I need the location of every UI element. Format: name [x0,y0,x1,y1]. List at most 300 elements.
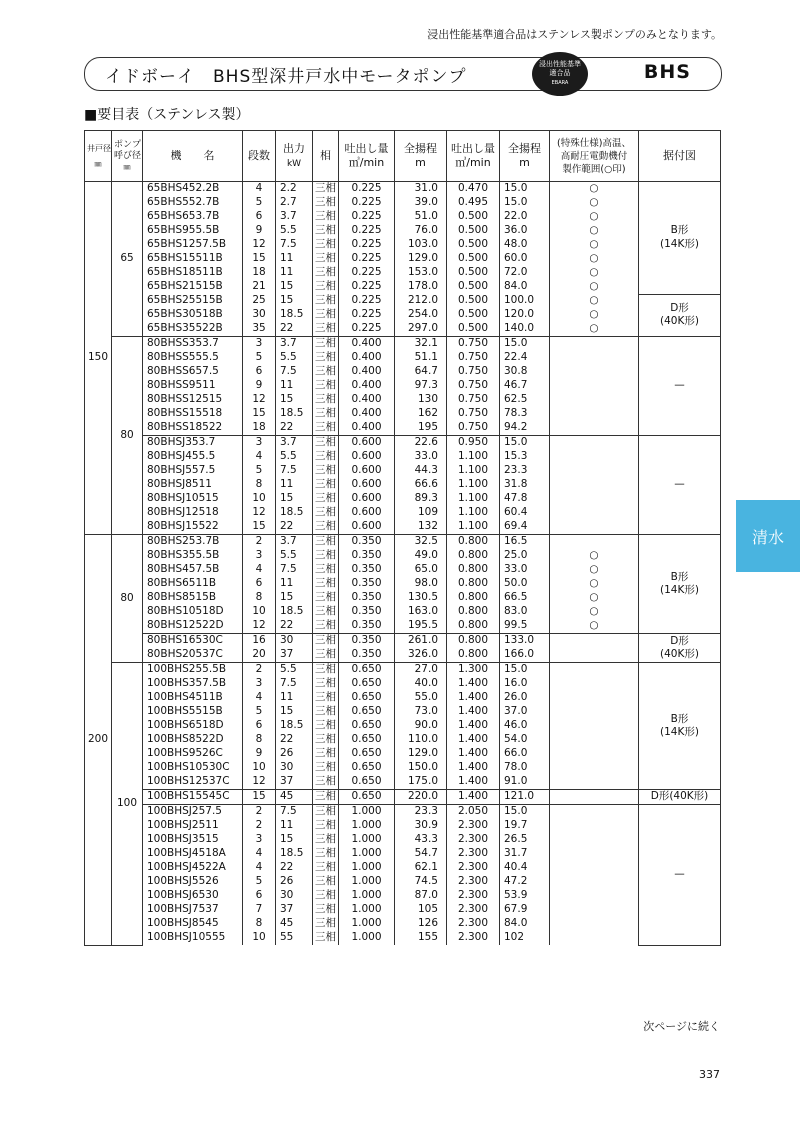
head2-cell: 26.0 [500,691,550,705]
special-cell [550,719,639,733]
power-cell: 15 [276,280,313,294]
stages-cell: 18 [243,266,276,280]
mount-label: D形 [670,634,689,647]
power-cell: 37 [276,775,313,790]
flow2-cell: 0.750 [447,407,500,421]
flow1-cell: 0.350 [339,605,395,619]
model-cell: 100BHSJ4518A [143,847,243,861]
head1-cell: 130.5 [395,591,447,605]
flow2-cell: 0.500 [447,308,500,322]
special-cell [550,733,639,747]
stages-cell: 9 [243,224,276,238]
power-cell: 5.5 [276,450,313,464]
stages-cell: 5 [243,196,276,210]
power-cell: 22 [276,322,313,337]
head1-cell: 153.0 [395,266,447,280]
head2-cell: 91.0 [500,775,550,790]
power-cell: 15 [276,591,313,605]
stages-cell: 18 [243,421,276,436]
stages-cell: 10 [243,761,276,775]
table-row [85,733,721,747]
header-head1: 全揚程 m [395,131,447,182]
model-cell: 100BHS5515B [143,705,243,719]
power-cell: 45 [276,917,313,931]
phase-cell: 三相 [313,280,339,294]
power-cell: 11 [276,478,313,492]
stages-cell: 7 [243,903,276,917]
header-special: (特殊仕様)高温、 高耐圧電動機付 製作範囲(○印) [550,131,639,182]
stages-cell: 2 [243,819,276,833]
stages-cell: 6 [243,210,276,224]
power-cell: 11 [276,379,313,393]
table-row [85,520,721,535]
flow1-cell: 0.225 [339,182,395,197]
flow1-cell: 0.225 [339,280,395,294]
flow1-cell: 0.225 [339,252,395,266]
flow1-cell: 0.225 [339,224,395,238]
head1-cell: 97.3 [395,379,447,393]
model-cell: 100BHSJ6530 [143,889,243,903]
flow1-cell: 0.225 [339,196,395,210]
power-cell: 3.7 [276,436,313,451]
table-row [85,549,721,563]
table-row [85,761,721,775]
special-cell: ○ [550,591,639,605]
stages-cell: 4 [243,563,276,577]
phase-cell: 三相 [313,520,339,535]
stages-cell: 2 [243,535,276,550]
flow1-cell: 0.350 [339,648,395,663]
special-cell [550,648,639,663]
power-cell: 15 [276,393,313,407]
power-cell: 22 [276,861,313,875]
special-cell [550,492,639,506]
special-cell [550,875,639,889]
power-cell: 3.7 [276,210,313,224]
flow2-cell: 0.750 [447,365,500,379]
head1-cell: 55.0 [395,691,447,705]
flow2-cell: 1.400 [447,677,500,691]
flow2-cell: 1.400 [447,761,500,775]
special-cell [550,833,639,847]
pump-size-cell: 100 [112,663,143,946]
phase-cell: 三相 [313,875,339,889]
phase-cell: 三相 [313,252,339,266]
phase-cell: 三相 [313,663,339,678]
phase-cell: 三相 [313,931,339,945]
power-cell: 3.7 [276,337,313,352]
flow1-cell: 0.400 [339,393,395,407]
phase-cell: 三相 [313,761,339,775]
table-row [85,790,721,805]
flow2-cell: 1.100 [447,478,500,492]
mount-label: (40K形) [660,648,699,660]
stages-cell: 10 [243,492,276,506]
head1-cell: 22.6 [395,436,447,451]
head2-cell: 47.8 [500,492,550,506]
model-cell: 80BHSS12515 [143,393,243,407]
phase-cell: 三相 [313,337,339,352]
model-cell: 80BHS12522D [143,619,243,634]
flow1-cell: 1.000 [339,847,395,861]
stages-cell: 3 [243,549,276,563]
head2-cell: 15.0 [500,436,550,451]
power-cell: 30 [276,889,313,903]
table-row [85,931,721,945]
model-cell: 80BHS253.7B [143,535,243,550]
table-row [85,861,721,875]
head1-cell: 49.0 [395,549,447,563]
header-mount: 据付図 [639,131,721,182]
head2-cell: 46.7 [500,379,550,393]
table-row [85,210,721,224]
head2-cell: 31.8 [500,478,550,492]
flow2-cell: 2.300 [447,819,500,833]
head1-cell: 32.5 [395,535,447,550]
phase-cell: 三相 [313,196,339,210]
phase-cell: 三相 [313,805,339,820]
flow2-cell: 1.100 [447,464,500,478]
stages-cell: 25 [243,294,276,308]
flow1-cell: 0.350 [339,619,395,634]
power-cell: 22 [276,619,313,634]
flow1-cell: 0.350 [339,634,395,649]
header-head2: 全揚程 m [500,131,550,182]
stages-cell: 16 [243,634,276,649]
special-cell [550,931,639,945]
phase-cell: 三相 [313,605,339,619]
flow2-cell: 1.100 [447,506,500,520]
flow2-cell: 1.100 [447,492,500,506]
flow2-cell: 1.400 [447,705,500,719]
flow2-cell: 0.800 [447,619,500,634]
flow2-cell: 1.100 [447,520,500,535]
head2-cell: 72.0 [500,266,550,280]
table-row [85,196,721,210]
phase-cell: 三相 [313,549,339,563]
flow1-cell: 0.600 [339,492,395,506]
table-row [85,747,721,761]
top-note: 浸出性能基準適合品はステンレス製ポンプのみとなります。 [427,28,722,41]
phase-cell: 三相 [313,705,339,719]
flow2-cell: 0.500 [447,252,500,266]
model-cell: 80BHSJ12518 [143,506,243,520]
head2-cell: 83.0 [500,605,550,619]
flow2-cell: 1.400 [447,691,500,705]
head1-cell: 73.0 [395,705,447,719]
flow1-cell: 0.400 [339,351,395,365]
flow1-cell: 0.400 [339,379,395,393]
head2-cell: 94.2 [500,421,550,436]
phase-cell: 三相 [313,182,339,197]
flow1-cell: 0.650 [339,677,395,691]
flow2-cell: 2.300 [447,861,500,875]
head2-cell: 121.0 [500,790,550,805]
table-row [85,252,721,266]
flow2-cell: 0.800 [447,591,500,605]
stages-cell: 21 [243,280,276,294]
head1-cell: 89.3 [395,492,447,506]
head1-cell: 98.0 [395,577,447,591]
power-cell: 55 [276,931,313,945]
head1-cell: 33.0 [395,450,447,464]
phase-cell: 三相 [313,591,339,605]
special-cell [550,691,639,705]
model-cell: 100BHSJ8545 [143,917,243,931]
special-cell [550,407,639,421]
flow2-cell: 1.400 [447,747,500,761]
phase-cell: 三相 [313,464,339,478]
phase-cell: 三相 [313,393,339,407]
header-flow2: 吐出し量 ㎥/min [447,131,500,182]
stages-cell: 10 [243,605,276,619]
head2-cell: 47.2 [500,875,550,889]
header-flow1: 吐出し量 ㎥/min [339,131,395,182]
flow1-cell: 0.225 [339,210,395,224]
flow2-cell: 0.750 [447,337,500,352]
stages-cell: 4 [243,691,276,705]
badge-line2: 適合品 [549,69,571,77]
head1-cell: 76.0 [395,224,447,238]
phase-cell: 三相 [313,619,339,634]
table-row [85,182,721,197]
power-cell: 11 [276,266,313,280]
table-row [85,224,721,238]
phase-cell: 三相 [313,719,339,733]
power-cell: 18.5 [276,407,313,421]
stages-cell: 5 [243,705,276,719]
stages-cell: 15 [243,790,276,805]
header-power: 出力 kW [276,131,313,182]
flow1-cell: 0.225 [339,266,395,280]
power-cell: 7.5 [276,677,313,691]
model-cell: 65BHS552.7B [143,196,243,210]
mount-cell [639,535,721,634]
head2-cell: 54.0 [500,733,550,747]
model-cell: 100BHSJ257.5 [143,805,243,820]
badge-line1: 浸出性能基準 [539,60,581,68]
head1-cell: 30.9 [395,819,447,833]
flow2-cell: 0.800 [447,605,500,619]
phase-cell: 三相 [313,365,339,379]
flow2-cell: 0.500 [447,210,500,224]
special-cell: ○ [550,322,639,337]
stages-cell: 35 [243,322,276,337]
flow1-cell: 0.350 [339,577,395,591]
stages-cell: 5 [243,351,276,365]
model-cell: 65BHS21515B [143,280,243,294]
table-row [85,322,721,337]
model-cell: 80BHS6511B [143,577,243,591]
table-row [85,833,721,847]
head2-cell: 99.5 [500,619,550,634]
power-cell: 7.5 [276,464,313,478]
mount-cell [639,436,721,535]
model-cell: 80BHS355.5B [143,549,243,563]
table-row [85,450,721,464]
table-row [85,478,721,492]
head2-cell: 15.3 [500,450,550,464]
page-title: イドボーイ BHS型深井戸水中モータポンプ [105,67,467,87]
flow2-cell: 0.800 [447,563,500,577]
model-cell: 80BHSS9511 [143,379,243,393]
special-cell: ○ [550,577,639,591]
table-row [85,663,721,678]
special-cell [550,705,639,719]
flow1-cell: 0.400 [339,407,395,421]
special-cell: ○ [550,266,639,280]
stages-cell: 8 [243,478,276,492]
head2-cell: 15.0 [500,337,550,352]
model-cell: 80BHSJ15522 [143,520,243,535]
table-row [85,691,721,705]
table-row [85,563,721,577]
special-cell [550,747,639,761]
model-cell: 80BHSJ10515 [143,492,243,506]
flow1-cell: 0.225 [339,238,395,252]
table-header [85,131,721,182]
head2-cell: 15.0 [500,182,550,197]
model-cell: 65BHS1257.5B [143,238,243,252]
power-cell: 15 [276,492,313,506]
flow2-cell: 0.750 [447,421,500,436]
model-cell: 80BHS20537C [143,648,243,663]
head1-cell: 32.1 [395,337,447,352]
head2-cell: 16.0 [500,677,550,691]
side-tab-clean-water[interactable]: 清水 [736,500,800,572]
special-cell [550,393,639,407]
model-cell: 80BHSJ557.5 [143,464,243,478]
special-cell [550,889,639,903]
mount-label: (14K形) [660,237,699,250]
table-row [85,805,721,820]
stages-cell: 3 [243,833,276,847]
special-cell [550,520,639,535]
power-cell: 22 [276,733,313,747]
model-cell: 100BHS10530C [143,761,243,775]
head1-cell: 62.1 [395,861,447,875]
power-cell: 5.5 [276,663,313,678]
mount-label: (14K形) [660,726,699,738]
flow2-cell: 0.800 [447,648,500,663]
flow1-cell: 0.400 [339,365,395,379]
flow2-cell: 0.500 [447,224,500,238]
stages-cell: 2 [243,805,276,820]
head1-cell: 54.7 [395,847,447,861]
head2-cell: 19.7 [500,819,550,833]
stages-cell: 6 [243,719,276,733]
head1-cell: 74.5 [395,875,447,889]
head2-cell: 15.0 [500,805,550,820]
power-cell: 18.5 [276,506,313,520]
table-row [85,492,721,506]
head2-cell: 67.9 [500,903,550,917]
power-cell: 37 [276,903,313,917]
stages-cell: 3 [243,677,276,691]
flow2-cell: 2.300 [447,917,500,931]
phase-cell: 三相 [313,379,339,393]
flow2-cell: 1.400 [447,719,500,733]
head1-cell: 40.0 [395,677,447,691]
head2-cell: 22.0 [500,210,550,224]
certification-badge [532,52,588,96]
power-cell: 11 [276,252,313,266]
mount-cell [639,294,721,337]
mount-label: B形 [670,712,689,725]
special-cell: ○ [550,280,639,294]
model-cell: 100BHS6518D [143,719,243,733]
table-row [85,719,721,733]
stages-cell: 4 [243,861,276,875]
special-cell: ○ [550,238,639,252]
head2-cell: 16.5 [500,535,550,550]
stages-cell: 3 [243,436,276,451]
head1-cell: 129.0 [395,747,447,761]
head1-cell: 195.5 [395,619,447,634]
head2-cell: 25.0 [500,549,550,563]
power-cell: 7.5 [276,365,313,379]
stages-cell: 3 [243,337,276,352]
power-cell: 30 [276,634,313,649]
flow2-cell: 1.400 [447,790,500,805]
special-cell [550,819,639,833]
flow2-cell: 0.800 [447,634,500,649]
phase-cell: 三相 [313,677,339,691]
power-cell: 11 [276,577,313,591]
stages-cell: 12 [243,238,276,252]
flow1-cell: 0.650 [339,719,395,733]
stages-cell: 6 [243,577,276,591]
flow1-cell: 0.600 [339,464,395,478]
head1-cell: 105 [395,903,447,917]
flow1-cell: 1.000 [339,903,395,917]
table-row [85,903,721,917]
phase-cell: 三相 [313,917,339,931]
flow2-cell: 0.750 [447,379,500,393]
head1-cell: 90.0 [395,719,447,733]
flow2-cell: 2.300 [447,847,500,861]
special-cell: ○ [550,294,639,308]
phase-cell: 三相 [313,790,339,805]
head1-cell: 109 [395,506,447,520]
model-cell: 65BHS452.2B [143,182,243,197]
head2-cell: 33.0 [500,563,550,577]
special-cell [550,535,639,550]
mount-cell [639,634,721,663]
flow2-cell: 1.400 [447,733,500,747]
model-cell: 65BHS35522B [143,322,243,337]
table-row [85,393,721,407]
mount-cell [639,805,721,946]
flow2-cell: 0.800 [447,535,500,550]
special-cell [550,464,639,478]
phase-cell: 三相 [313,478,339,492]
special-cell [550,790,639,805]
table-row [85,308,721,322]
phase-cell: 三相 [313,775,339,790]
table-row [85,634,721,649]
head1-cell: 130 [395,393,447,407]
flow2-cell: 0.750 [447,393,500,407]
table-row [85,421,721,436]
table-row [85,889,721,903]
head2-cell: 15.0 [500,663,550,678]
flow1-cell: 0.600 [339,506,395,520]
head2-cell: 62.5 [500,393,550,407]
model-cell: 80BHSJ8511 [143,478,243,492]
special-cell [550,478,639,492]
section-title: ■要目表（ステンレス製） [84,107,250,123]
